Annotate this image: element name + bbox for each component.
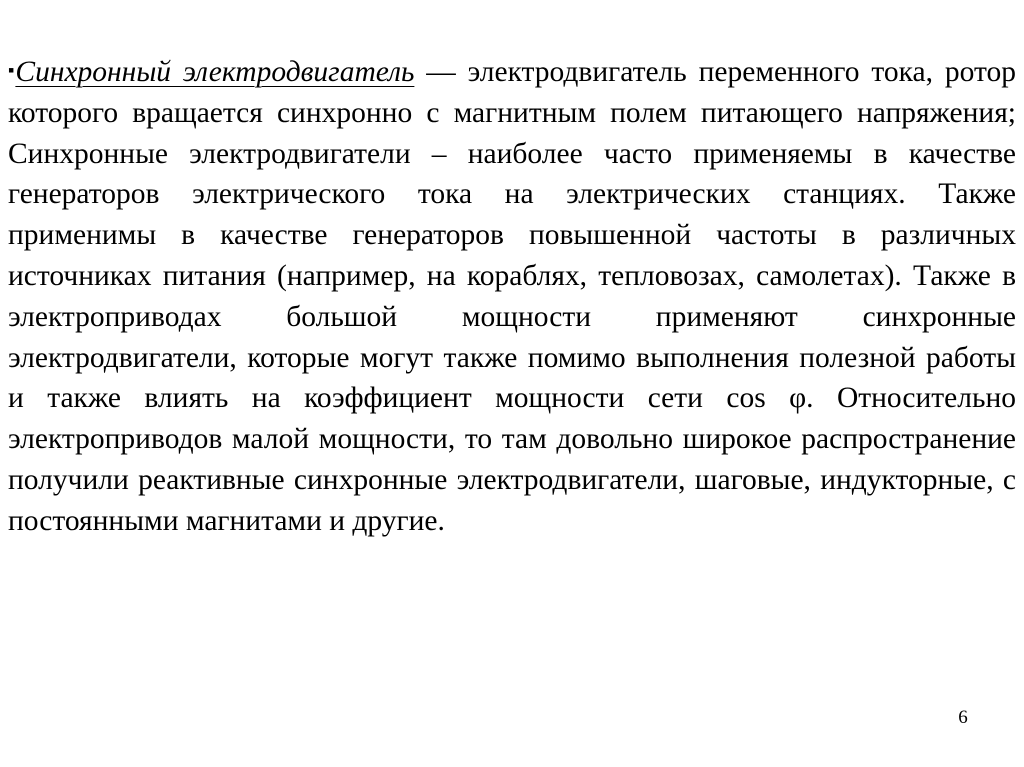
defined-term: Синхронный электродвигатель — [15, 56, 415, 88]
definition-paragraph — [8, 50, 1016, 542]
definition-body: — электродвигатель переменного тока, ротор которого вращается синхронно с магнитным полем питающего напряжения; Синхронные электродвигатели – наиболее часто применяемы в качестве генераторов электрического тока на электрических станциях. Также применимы в качестве генераторов повышенной частоты в различных источниках питания (например, на кораблях, тепловозах, самолетах). Также в электроприводах большой мощности применяют синхронные электродвигатели, которые могут также помимо выполнения полезной работы и также влиять на коэффициент мощности сети cos φ. Относительно электроприводов малой мощности, то там довольно широкое распространение получили реактивные синхронные электродвигатели, шаговые, индукторные, с постоянными магнитами и другие. — [8, 56, 1016, 537]
page-number: 6 — [958, 707, 968, 728]
square-bullet-icon: ▪ — [8, 60, 15, 80]
